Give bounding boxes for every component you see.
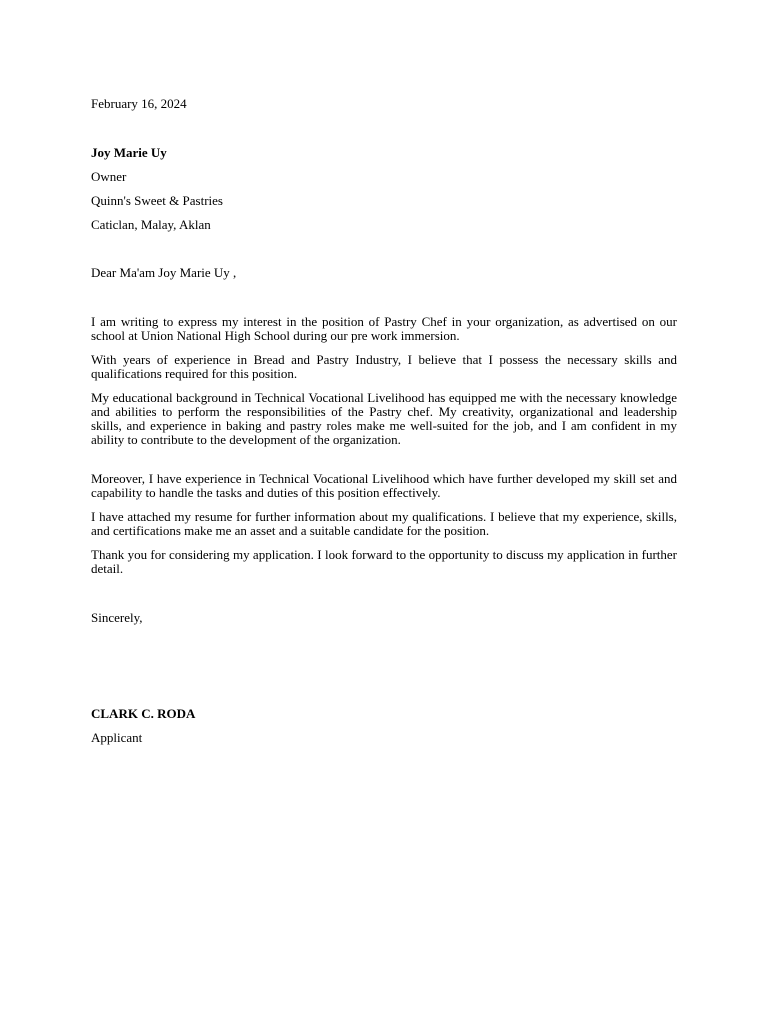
salutation: Dear Ma'am Joy Marie Uy , bbox=[91, 265, 237, 280]
recipient-address: Caticlan, Malay, Aklan bbox=[91, 217, 211, 232]
body-paragraph-6: Thank you for considering my application. I look forward to the opportunity to discuss my application in further detail. bbox=[91, 547, 677, 576]
body-paragraph-2: With years of experience in Bread and Pastry Industry, I believe that I possess the necessary skills and qualifications required for this position. bbox=[91, 352, 677, 381]
body-paragraph-3: My educational background in Technical Vocational Livelihood has equipped me with the necessary knowledge and abilities to perform the responsibilities of the Pastry chef. My creativity, organizational and leadership skills, and experience in baking and pastry roles make me well-suited for the job, and I am confident in my ability to contribute to the development of the organization. bbox=[91, 390, 677, 447]
recipient-name: Joy Marie Uy bbox=[91, 145, 167, 160]
body-paragraph-4: Moreover, I have experience in Technical Vocational Livelihood which have further developed my skill set and capability to handle the tasks and duties of this position effectively. bbox=[91, 471, 677, 500]
closing: Sincerely, bbox=[91, 610, 143, 625]
body-paragraph-5: I have attached my resume for further information about my qualifications. I believe that my experience, skills, and certifications make me an asset and a suitable candidate for the position. bbox=[91, 509, 677, 538]
recipient-company: Quinn's Sweet & Pastries bbox=[91, 193, 223, 208]
sender-role: Applicant bbox=[91, 730, 143, 745]
recipient-title: Owner bbox=[91, 169, 127, 184]
body-paragraph-1: I am writing to express my interest in the position of Pastry Chef in your organization, as advertised on our school at Union National High School during our pre work immersion. bbox=[91, 314, 677, 343]
sender-name: CLARK C. RODA bbox=[91, 706, 196, 721]
letter-date: February 16, 2024 bbox=[91, 96, 187, 111]
